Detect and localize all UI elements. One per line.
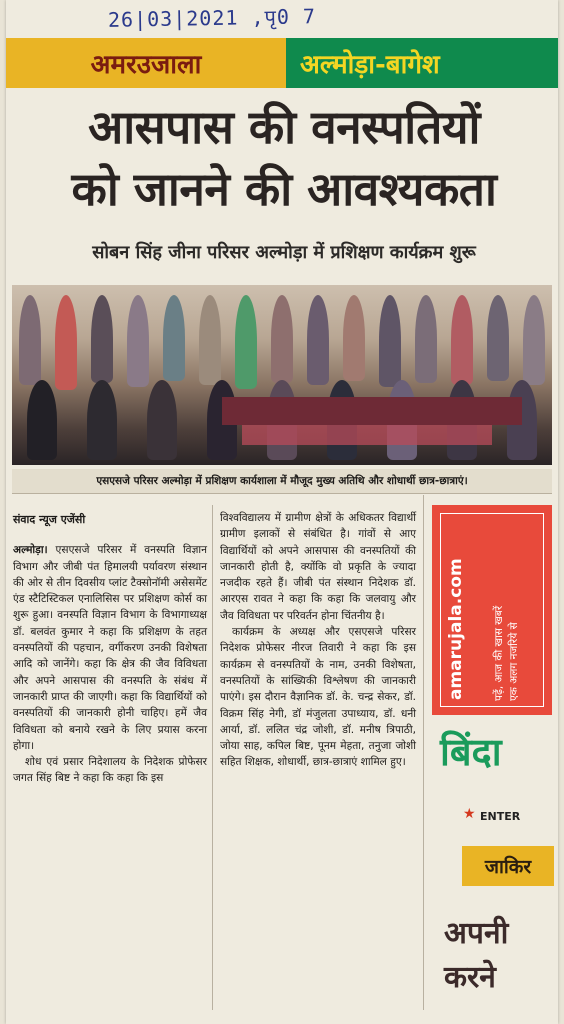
enter-label: ENTER — [480, 810, 521, 823]
article-paragraph: विश्वविद्यालय में ग्रामीण क्षेत्रों के अधिकतर विद्यार्थी ग्रामीण इलाकों से संबंधित है। गांवों से आए विद्यार्थियों को अपने आसपास की वनस्पतियों की जानकारी होती है, क्योंकि वो प्रकृति के ज्यादा नजदीक रहते हैं। जीबी पंत संस्थान निदेशक डॉ. आरएस रावत ने कहा कि कहा कि जलवायु और जैव विविधता पर परिवर्तन होना चिंतनीय है। — [220, 512, 416, 622]
masthead — [6, 38, 558, 88]
column-divider — [212, 505, 213, 1010]
photo-back-row — [12, 295, 552, 390]
zakir-banner: जाकिर — [462, 846, 554, 886]
photo-caption: एसएसजे परिसर अल्मोड़ा में प्रशिक्षण कार्यशाला में मौजूद मुख्य अतिथि और शोधार्थी छात्र-छात्राएं। — [12, 469, 552, 494]
photo-table — [222, 397, 522, 425]
dateline: अल्मोड़ा। — [13, 544, 48, 557]
sidebar-headline-line-2: करने — [444, 960, 496, 995]
headline-line-2: को जानने की आवश्यकता — [71, 162, 497, 216]
handwritten-date-note: 26|03|2021 ,पृ0 7 — [107, 4, 317, 32]
agency-byline: संवाद न्यूज एजेंसी — [13, 513, 86, 526]
article-paragraph: शोध एवं प्रसार निदेशालय के निदेशक प्रोफेसर जगत सिंह बिष्ट ने कहा कि कहा कि इस — [13, 756, 207, 785]
article-column-1 — [13, 512, 207, 787]
article-paragraph — [13, 542, 207, 754]
headline-line-1: आसपास की वनस्पतियों — [88, 100, 480, 154]
sidebar-headline — [444, 912, 508, 1000]
paragraph-text: एसएसजे परिसर में वनस्पति विज्ञान विभाग और जीबी पंत हिमालयी पर्यावरण संस्थान की ओर से तीन दिवसीय प्लांट टैक्सोनॉमी असेसमेंट एंड स्टैटिस्टिकल एनालिसिस पर प्रशिक्षण कोर्स का शुरू हुआ। वनस्पति विज्ञान विभाग के विभागाध्यक्ष डॉ. बलवंत कुमार ने कहा कि प्रशिक्षण के तहत वनस्पतियों की पहचान, वर्गीकरण उनकी विशेषता आदि को जानेंगे। कहा कि क्षेत्र की जैव विविधता और अपने आसपास की वनस्पति के संबंध में जानकारी प्राप्त की जाएगी। कहा कि विद्यार्थियों को वनस्पतियों की जानकारी होनी चाहिए। हमें जैव विविधता को बनाये रखने के लिए प्रयास करना होगा। — [13, 544, 207, 752]
star-icon: ★ — [463, 806, 476, 822]
headline — [16, 96, 552, 220]
amarujala-advertisement — [432, 505, 552, 715]
article-paragraph: कार्यक्रम के अध्यक्ष और एसएसजे परिसर निदेशक प्रोफेसर नीरज तिवारी ने कहा कि इस कार्यक्रम से वनस्पतियों के नाम, उनकी विशेषता, वनस्पतियों के सांख्यिकी विश्लेषण की जानकारी पाएंगे। इस दौरान वैज्ञानिक डॉ. के. चन्द्र सेकर, डॉ. विक्रम सिंह नेगी, डॉ मंजुलता उपाध्याय, डॉ. धनी आर्या, डॉ. ललित चंद्र जोशी, डॉ. मनीष त्रिपाठी, जोया साह, कपिल बिष्ट, पूनम मेहता, तनुजा जोशी सहित शिक्षक, शोधार्थी, छात्र-छात्राएं शामिल हुए। — [220, 626, 416, 769]
ad-tagline-line-2: एक अलग नजरिये से — [508, 622, 520, 701]
ad-tagline — [492, 521, 522, 701]
edition-name: अल्मोड़ा-बागेश — [286, 38, 558, 88]
ad-tagline-line-1: पढ़ें, आज की खास खबरें — [493, 605, 505, 701]
subheadline: सोबन सिंह जीना परिसर अल्मोड़ा में प्रशिक्षण कार्यक्रम शुरू — [92, 242, 476, 263]
photo-table-cloth — [242, 425, 492, 445]
sidebar-headline-line-1: अपनी — [444, 916, 509, 951]
ad-url: amarujala.com — [446, 558, 466, 700]
article-photo — [12, 285, 552, 465]
bindas-logo: बिंदा — [440, 729, 502, 774]
article-column-2 — [220, 510, 416, 771]
column-divider — [423, 495, 424, 1010]
paper-name: अमरउजाला — [6, 38, 286, 88]
